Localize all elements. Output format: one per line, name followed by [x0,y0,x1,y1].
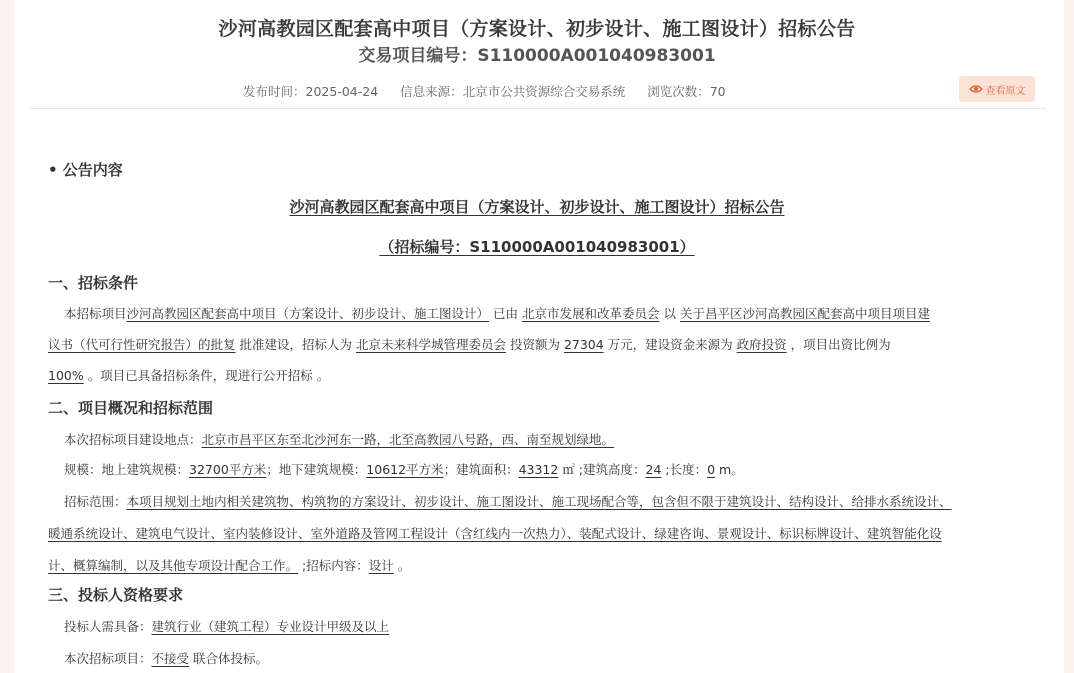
heading-qualification: 三、投标人资格要求 [48,586,184,604]
divider [30,108,1046,109]
text: 万元，建设资金来源为 [603,337,737,352]
approval-body: 北京市发展和改革委员会 [521,306,660,321]
building-area: 43312 [518,462,559,477]
joint-value: 不接受 [151,651,190,666]
range-text-1: 本项目规划土地内相关建筑物、构筑物的方案设计、初步设计、施工图设计、施工现场配合等，包含但不限于建筑设计、结构设计、给排水系统设计、 [126,494,952,509]
views-label: 浏览次数： [647,84,710,99]
doc-number-text: （招标编号：S110000A001040983001） [379,238,695,256]
range-line-3 [48,556,410,574]
right-margin [1064,0,1074,673]
project-name: 沙河高教园区配套高中项目（方案设计、初步设计、施工图设计） [126,306,490,321]
range-line-2 [48,524,942,542]
text: ，项目出资比例为 [786,337,891,352]
text: m。 [715,462,744,477]
text: ;长度： [661,462,708,477]
location-line [48,430,614,448]
fund-source: 政府投资 [736,337,787,352]
left-margin [0,0,14,673]
text: ；地下建筑规模： [266,462,367,477]
scale-line [48,460,744,478]
range-label: 招标范围： [64,494,127,509]
text: 以 [659,306,680,321]
views-count: 70 [709,84,726,99]
range-text-3: 计、概算编制，以及其他专项设计配合工作。 [48,558,299,573]
above-ground-area: 32700平方米 [189,462,267,477]
range-text-2: 暖通系统设计、建筑电气设计、室内装修设计、室外道路及管网工程设计（含红线内一次热力）、装配式设计、绿建咨询、景观设计、标识标牌设计、建筑智能化设 [48,526,942,541]
doc-title [0,196,1074,217]
section-label: • 公告内容 [48,161,123,179]
text: 投资额为 [505,337,564,352]
conditions-line-2 [48,335,891,353]
page-title: 沙河高教园区配套高中项目（方案设计、初步设计、施工图设计）招标公告 [218,18,856,40]
view-original-button[interactable] [959,76,1035,102]
building-length: 0 [707,462,716,477]
publish-label: 发布时间： [243,84,306,99]
requirement-label: 投标人需具备： [64,619,152,634]
doc-number [0,236,1074,257]
meta-info [243,82,726,100]
content-label: ;招标内容： [298,558,369,573]
approval-doc-cont: 议书（代可行性研究报告）的批复 [48,337,236,352]
funding-ratio: 100% [48,368,84,383]
publish-date: 2025-04-24 [305,84,379,99]
heading-overview: 二、项目概况和招标范围 [48,399,214,417]
text: ㎡ ;建筑高度： [558,462,646,477]
text: 。 [393,558,411,573]
requirement-line [48,617,389,635]
source-label: 信息来源： [400,84,463,99]
source-value: 北京市公共资源综合交易系统 [462,84,626,99]
investment-amount: 27304 [563,337,604,352]
heading-conditions: 一、招标条件 [48,274,139,292]
location-value: 北京市昌平区东至北沙河东一路，北至高教园八号路，西、南至规划绿地。 [201,432,615,447]
text: 本招标项目 [64,306,127,321]
requirement-value: 建筑行业（建筑工程）专业设计甲级及以上 [151,619,390,634]
joint-bid-line [48,649,268,667]
view-original-label: 查看原文 [985,85,1026,97]
location-label: 本次招标项目建设地点： [64,432,202,447]
text: 联合体投标。 [189,651,269,666]
below-ground-area: 10612平方米 [366,462,444,477]
text: ；建筑面积： [443,462,519,477]
eye-icon [969,84,983,94]
joint-label: 本次招标项目： [64,651,152,666]
approval-doc: 关于昌平区沙河高教园区配套高中项目项目建 [679,306,930,321]
text: 批准建设，招标人为 [235,337,356,352]
range-line-1 [48,492,952,510]
building-height: 24 [645,462,662,477]
content-value: 设计 [368,558,394,573]
tenderer: 北京未来科学城管理委员会 [355,337,506,352]
conditions-line-1 [48,304,930,322]
doc-title-text: 沙河高教园区配套高中项目（方案设计、初步设计、施工图设计）招标公告 [289,198,785,216]
project-number: 交易项目编号：S110000A001040983001 [358,46,716,66]
text: 。项目已具备招标条件，现进行公开招标 。 [83,368,330,383]
conditions-line-3 [48,366,329,384]
text: 已由 [489,306,522,321]
scale-label: 规模：地上建筑规模： [64,462,190,477]
